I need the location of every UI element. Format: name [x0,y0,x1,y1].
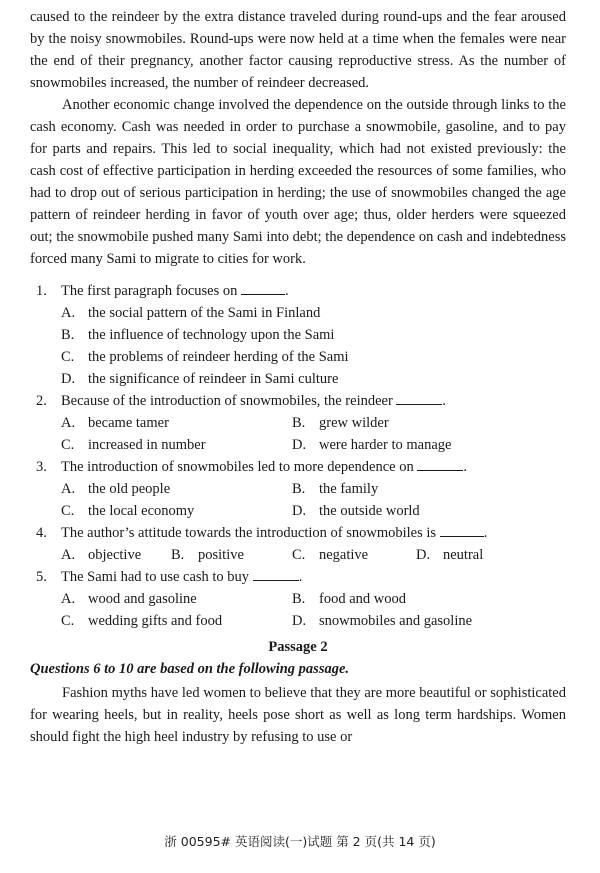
question-2-options-row-2 [30,434,566,456]
question-4-options-row [30,544,566,566]
question-1-option-c[interactable]: C. the problems of reindeer herding of the Sami [61,349,349,365]
question-5-options-row-2 [30,610,566,632]
page-footer: 浙 00595# 英语阅读(一)试题 第 2 页(共 14 页) [164,834,436,849]
question-5-options-row-1 [30,588,566,610]
question-5-option-a[interactable]: A. wood and gasoline [61,591,197,607]
question-1-option-a[interactable]: A. the social pattern of the Sami in Finland [61,305,321,321]
question-4-option-d[interactable]: D. neutral [416,547,484,563]
question-3-option-b[interactable]: B. the family [292,481,379,497]
passage2-paragraph-1: Fashion myths have led women to believe that they are more beautiful or sophisticated for wearing heels, but in reality, heels pose short as well as long term hardships. Women should fight the high heel industry by refusing to use or [30,685,566,745]
answer-blank [253,566,299,581]
question-2-option-b[interactable]: B. grew wilder [292,415,389,431]
question-2-option-a[interactable]: A. became tamer [61,415,169,431]
answer-blank [396,390,442,405]
answer-blank [417,456,463,471]
question-2-options-row-1 [30,412,566,434]
passage1-paragraph-continued: caused to the reindeer by the extra distance traveled during round-ups and the fear aroused by the noisy snowmobiles. Round-ups were now held at a time when the females were near the end of their pregnancy, another factor causing reproductive stress. As the number of snowmobiles increased, the number of reindeer decreased. [30,9,566,91]
question-4: 4. The author’s attitude towards the introduction of snowmobiles is . [30,522,566,544]
question-2-option-c[interactable]: C. increased in number [61,437,206,453]
question-2-text: Because of the introduction of snowmobiles, the reindeer [61,393,393,409]
question-4-option-b[interactable]: B. positive [171,547,244,563]
question-3-option-c[interactable]: C. the local economy [61,503,195,519]
question-1-option-d[interactable]: D. the significance of reindeer in Sami culture [61,371,339,387]
question-5-option-d[interactable]: D. snowmobiles and gasoline [292,613,473,629]
passage-2-heading: Passage 2 [268,639,328,655]
question-2: 2. Because of the introduction of snowmobiles, the reindeer . [30,390,566,412]
answer-blank [440,522,484,537]
question-5-option-b[interactable]: B. food and wood [292,591,406,607]
passage1-paragraph-2: Another economic change involved the dependence on the outside through links to the cash economy. Cash was needed in order to purchase a snowmobile, gasoline, and to pay for parts and repairs. This led to social inequality, which had not existed previously: the cash cost of effective participation in herding exceeded the resources of some families, who had to drop out of serious participation in herding; the use of snowmobiles changed the age pattern of reindeer herding in favor of youth over age; thus, older herders were squeezed out; the snowmobile pushed many Sami into debt; the dependence on cash and indebtedness forced many Sami to migrate to cities for work. [30,97,566,267]
question-3-option-a[interactable]: A. the old people [61,481,171,497]
question-4-option-c[interactable]: C. negative [292,547,369,563]
question-1: 1. The first paragraph focuses on . [30,280,566,302]
question-5-option-c[interactable]: C. wedding gifts and food [61,613,223,629]
passage-2-instruction: Questions 6 to 10 are based on the following passage. [30,661,350,677]
answer-blank [241,280,285,295]
question-3-text: The introduction of snowmobiles led to more dependence on [61,459,414,475]
question-2-option-d[interactable]: D. were harder to manage [292,437,452,453]
exam-page [30,6,566,748]
question-1-text: The first paragraph focuses on [61,283,238,299]
question-5: 5. The Sami had to use cash to buy . [30,566,566,588]
question-3-options-row-2 [30,500,566,522]
question-3-option-d[interactable]: D. the outside world [292,503,420,519]
question-3: 3. The introduction of snowmobiles led to more dependence on . [30,456,566,478]
question-4-option-a[interactable]: A. objective [61,547,142,563]
question-1-option-b[interactable]: B. the influence of technology upon the Sami [61,327,335,343]
question-5-text: The Sami had to use cash to buy [61,569,250,585]
question-3-options-row-1 [30,478,566,500]
question-4-text: The author’s attitude towards the introduction of snowmobiles is [61,525,437,541]
